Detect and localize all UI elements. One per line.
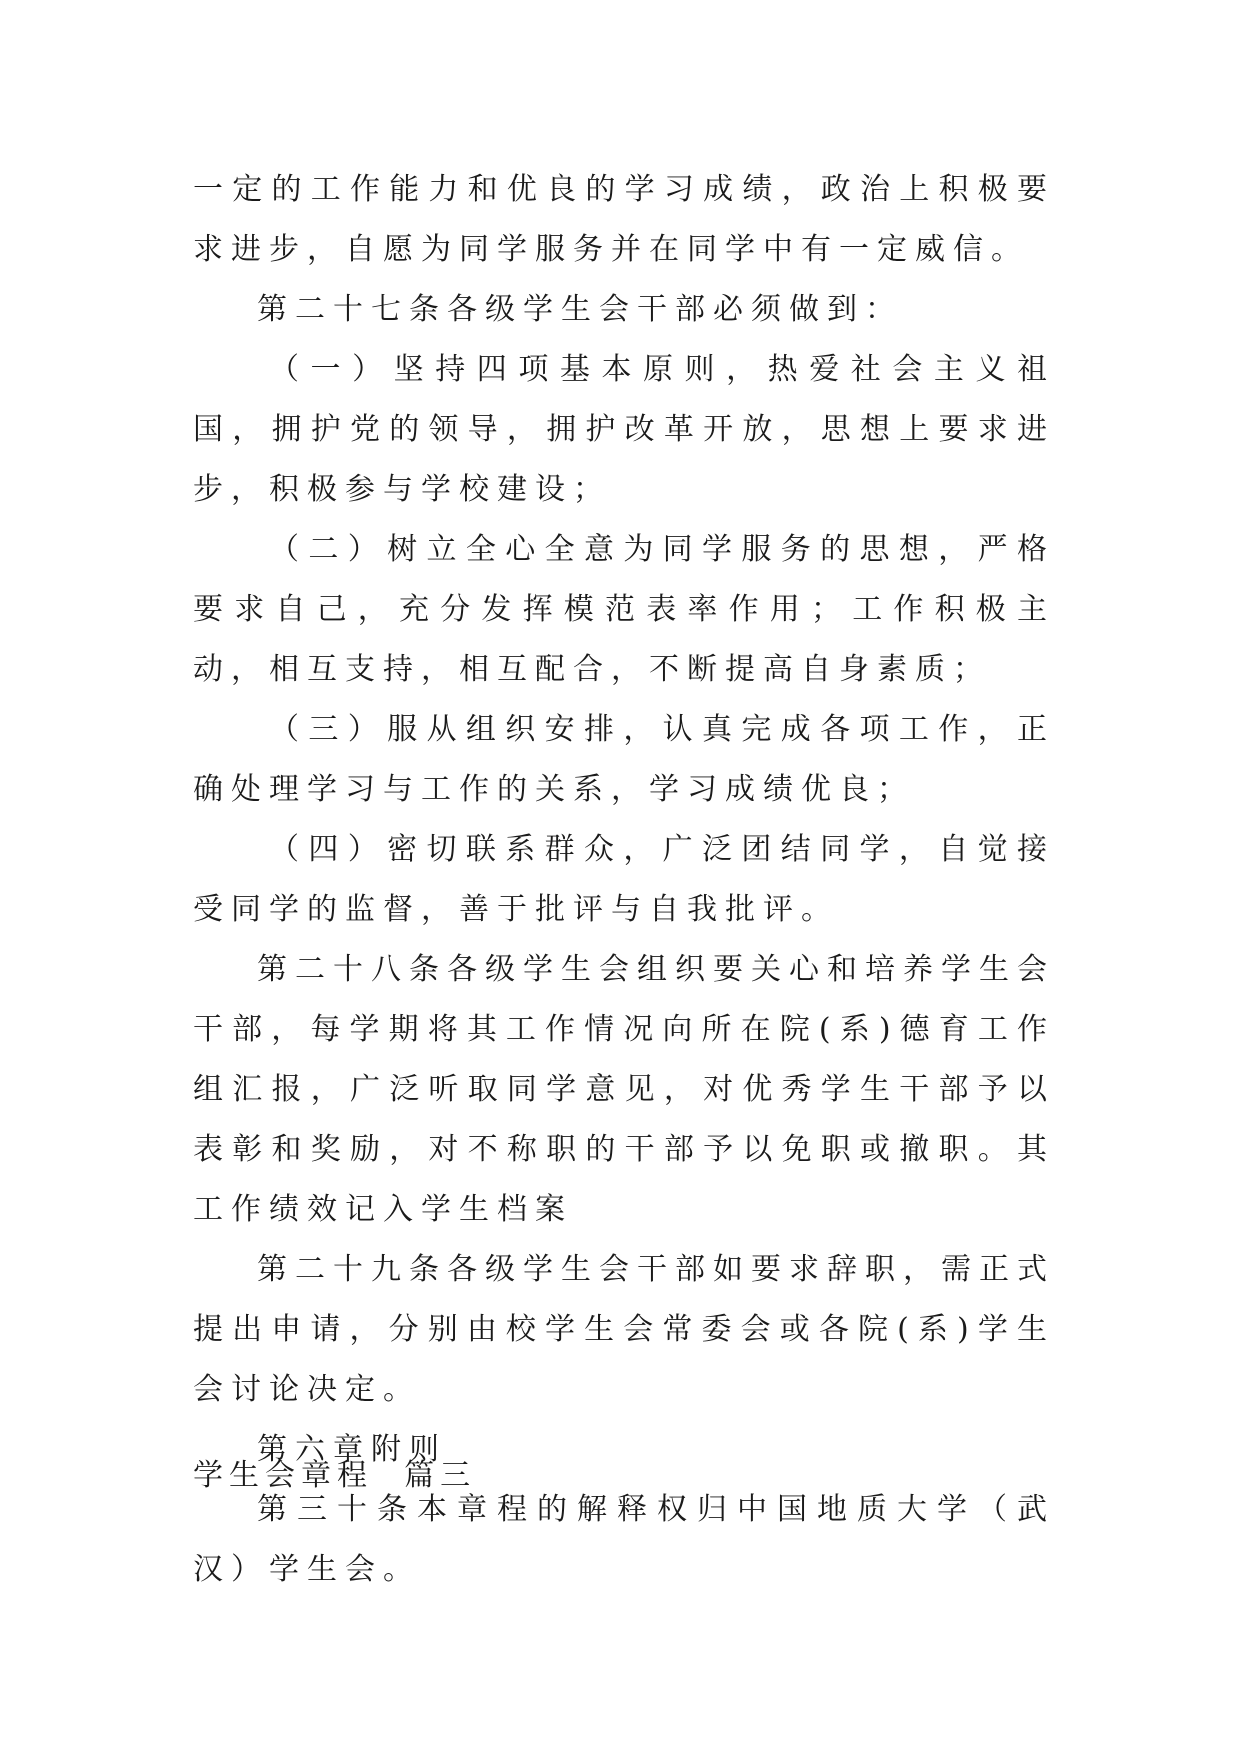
paragraph-article-29: 第二十九条各级学生会干部如要求辞职，需正式提出申请，分别由校学生会常委会或各院(系)学生会讨论决定。 [193, 1252, 1055, 1407]
chapter-heading-6: 第六章附则 [257, 1432, 447, 1467]
paragraph-article-28: 第二十八条各级学生会组织要关心和培养学生会干部，每学期将其工作情况向所在院(系)德育工作组汇报，广泛听取同学意见，对优秀学生干部予以表彰和奖励，对不称职的干部予以免职或撤职。其工作绩效记入学生档案 [193, 952, 1055, 1227]
paragraph-item-3: （三）服从组织安排，认真完成各项工作，正确处理学习与工作的关系，学习成绩优良； [193, 712, 1055, 807]
paragraph-continued-qualifications: 一定的工作能力和优良的学习成绩，政治上积极要求进步，自愿为同学服务并在同学中有一定威信。 [193, 172, 1055, 267]
section-title: 学生会章程 篇三 [193, 1458, 477, 1493]
paragraph-item-1: （一）坚持四项基本原则，热爱社会主义祖国，拥护党的领导，拥护改革开放，思想上要求进步，积极参与学校建设； [193, 352, 1055, 507]
paragraph-article-27: 第二十七条各级学生会干部必须做到： [257, 292, 903, 327]
paragraph-item-4: （四）密切联系群众，广泛团结同学，自觉接受同学的监督，善于批评与自我批评。 [193, 832, 1055, 927]
paragraph-article-30: 第三十条本章程的解释权归中国地质大学（武汉）学生会。 [193, 1492, 1055, 1587]
document-body [193, 160, 1055, 1600]
paragraph-item-2: （二）树立全心全意为同学服务的思想，严格要求自己，充分发挥模范表率作用；工作积极主动，相互支持，相互配合，不断提高自身素质； [193, 532, 1055, 687]
